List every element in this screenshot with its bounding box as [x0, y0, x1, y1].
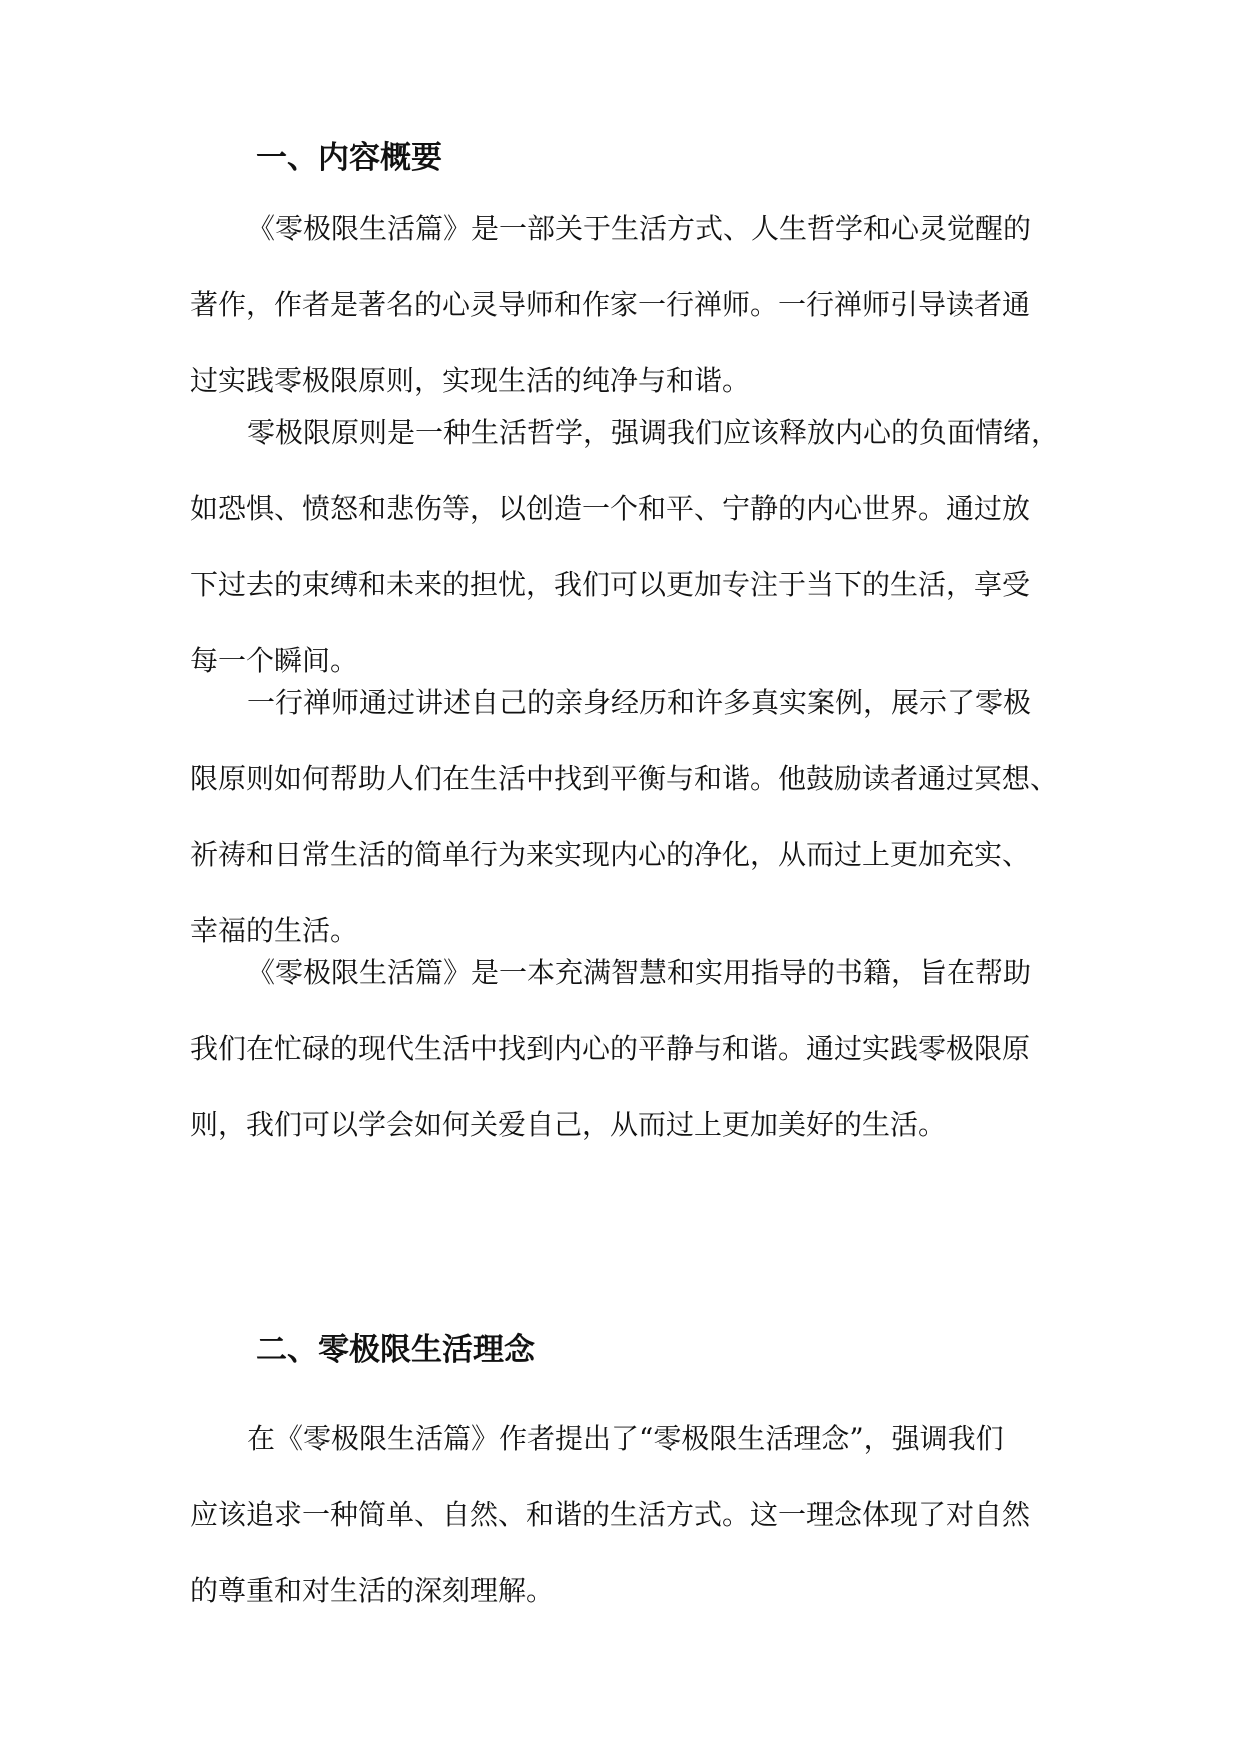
paragraph-line: 一行禅师通过讲述自己的亲身经历和许多真实案例，展示了零极 [247, 686, 1032, 719]
paragraph-line: 《零极限生活篇》是一本充满智慧和实用指导的书籍，旨在帮助 [247, 956, 1032, 989]
paragraph-line: 祈祷和日常生活的简单行为来实现内心的净化，从而过上更加充实、 [190, 838, 1031, 871]
paragraph-line: 幸福的生活。 [190, 914, 359, 947]
section-1-paragraph-3 [190, 665, 1068, 969]
paragraph-line: 零极限原则是一种生活哲学，强调我们应该释放内心的负面情绪， [247, 416, 1060, 449]
paragraph-line: 应该追求一种简单、自然、和谐的生活方式。这一理念体现了对自然 [190, 1498, 1031, 1531]
section-2-paragraph-1 [190, 1401, 1068, 1629]
paragraph-line: 下过去的束缚和未来的担忧，我们可以更加专注于当下的生活，享受 [190, 568, 1031, 601]
paragraph-line: 过实践零极限原则，实现生活的纯净与和谐。 [190, 364, 751, 397]
paragraph-line: 则，我们可以学会如何关爱自己，从而过上更加美好的生活。 [190, 1108, 947, 1141]
section-2-heading: 二、零极限生活理念 [256, 1332, 535, 1368]
paragraph-line: 著作，作者是著名的心灵导师和作家一行禅师。一行禅师引导读者通 [190, 288, 1031, 321]
paragraph-line: 在《零极限生活篇》作者提出了“零极限生活理念”，强调我们 [247, 1422, 1004, 1455]
paragraph-line: 的尊重和对生活的深刻理解。 [190, 1574, 555, 1607]
section-1-heading: 一、内容概要 [256, 140, 442, 176]
paragraph-line: 每一个瞬间。 [190, 644, 359, 677]
paragraph-line: 如恐惧、愤怒和悲伤等，以创造一个和平、宁静的内心世界。通过放 [190, 492, 1031, 525]
section-1-paragraph-4 [190, 935, 1068, 1163]
paragraph-line: 限原则如何帮助人们在生活中找到平衡与和谐。他鼓励读者通过冥想、 [190, 762, 1059, 795]
section-1-paragraph-1 [190, 191, 1068, 419]
paragraph-line: 《零极限生活篇》是一部关于生活方式、人生哲学和心灵觉醒的 [247, 212, 1032, 245]
section-1-paragraph-2 [190, 395, 1068, 699]
paragraph-line: 我们在忙碌的现代生活中找到内心的平静与和谐。通过实践零极限原 [190, 1032, 1031, 1065]
